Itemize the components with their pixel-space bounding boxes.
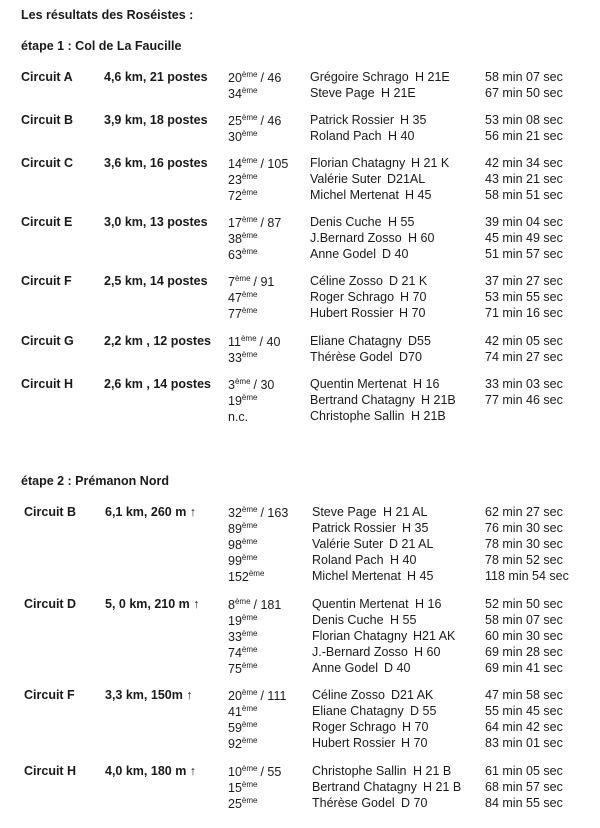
runner-category: H 16 bbox=[415, 597, 442, 611]
rank bbox=[228, 409, 251, 424]
runner-name: Michel Mertenat bbox=[312, 569, 401, 583]
rank bbox=[228, 553, 260, 568]
runner-category: H 16 bbox=[413, 377, 440, 391]
rank-suffix: ème bbox=[241, 306, 258, 315]
rank-suffix: ème bbox=[241, 553, 258, 562]
rank-total: / 181 bbox=[253, 598, 282, 612]
rank-suffix: ème bbox=[241, 736, 258, 745]
circuit-description: 5, 0 km, 210 m ↑ bbox=[105, 597, 200, 611]
runner-category: D 55 bbox=[410, 704, 437, 718]
runner-name: Denis Cuche bbox=[312, 613, 384, 627]
rank-suffix: ème bbox=[241, 688, 258, 697]
rank-number: 63 bbox=[228, 248, 242, 262]
runner-time: 58 min 07 sec bbox=[485, 70, 563, 84]
rank-number: 47 bbox=[228, 291, 242, 305]
stage-title: étape 2 : Prémanon Nord bbox=[21, 474, 169, 488]
runner-time: 42 min 34 sec bbox=[485, 156, 563, 170]
circuit-name: Circuit H bbox=[21, 377, 74, 391]
runner-name: J.Bernard Zosso bbox=[310, 231, 402, 245]
runner-name: Céline Zosso bbox=[312, 688, 385, 702]
runner-name: Christophe Sallin bbox=[312, 764, 407, 778]
result-row bbox=[0, 70, 600, 86]
rank bbox=[228, 113, 281, 128]
runner-name: Valérie Suter bbox=[310, 172, 382, 186]
runner-time: 56 min 21 sec bbox=[485, 129, 563, 143]
rank bbox=[228, 521, 260, 536]
rank-number: 34 bbox=[228, 87, 242, 101]
rank bbox=[228, 780, 260, 795]
runner-category: H 21B bbox=[421, 393, 456, 407]
rank bbox=[228, 505, 288, 520]
runner-name: Patrick Rossier bbox=[310, 113, 395, 127]
rank bbox=[228, 215, 281, 230]
rank-number: 19 bbox=[228, 614, 242, 628]
rank-number: 20 bbox=[228, 689, 242, 703]
runner-name: Bertrand Chatagny bbox=[310, 393, 415, 407]
runner-time: 83 min 01 sec bbox=[485, 736, 563, 750]
circuit-description: 3,3 km, 150m ↑ bbox=[105, 688, 193, 702]
rank-number: 77 bbox=[228, 307, 242, 321]
runner-category: H 70 bbox=[402, 720, 429, 734]
runner-name: Quentin Mertenat bbox=[312, 597, 409, 611]
result-row bbox=[0, 704, 600, 720]
result-row bbox=[0, 736, 600, 752]
runner-time: 55 min 45 sec bbox=[485, 704, 563, 718]
runner-category: H 21B bbox=[411, 409, 446, 423]
rank bbox=[228, 377, 274, 392]
rank-number: 20 bbox=[228, 71, 242, 85]
circuit-name: Circuit D bbox=[24, 597, 77, 611]
runner-name: Thérèse Godel bbox=[312, 796, 395, 810]
rank-number: 152 bbox=[228, 570, 249, 584]
runner-time: 78 min 52 sec bbox=[485, 553, 563, 567]
circuit-name: Circuit B bbox=[24, 505, 77, 519]
runner-name: Hubert Rossier bbox=[310, 306, 394, 320]
runner-category: H 45 bbox=[407, 569, 434, 583]
rank bbox=[228, 306, 260, 321]
runner-category: D55 bbox=[408, 334, 431, 348]
rank-number: 75 bbox=[228, 662, 242, 676]
runner-name: J.-Bernard Zosso bbox=[312, 645, 408, 659]
rank-suffix: ème bbox=[248, 569, 265, 578]
runner-time: 64 min 42 sec bbox=[485, 720, 563, 734]
circuit-name: Circuit A bbox=[21, 70, 73, 84]
runner-time: 71 min 16 sec bbox=[485, 306, 563, 320]
runner-name: Bertrand Chatagny bbox=[312, 780, 417, 794]
rank-total: / 30 bbox=[253, 378, 275, 392]
circuit-description: 4,0 km, 180 m ↑ bbox=[105, 764, 197, 778]
result-row bbox=[0, 188, 600, 204]
rank-total: / 46 bbox=[260, 71, 282, 85]
rank bbox=[228, 764, 281, 779]
result-row bbox=[0, 645, 600, 661]
rank bbox=[228, 704, 260, 719]
rank-suffix: ème bbox=[241, 70, 258, 79]
rank-suffix: ème bbox=[241, 290, 258, 299]
runner-category: H 60 bbox=[414, 645, 441, 659]
runner-time: 69 min 41 sec bbox=[485, 661, 563, 675]
runner-name: Roger Schrago bbox=[310, 290, 395, 304]
result-row bbox=[0, 597, 600, 613]
runner-name: Céline Zosso bbox=[310, 274, 383, 288]
result-row bbox=[0, 350, 600, 366]
runner-name: Anne Godel bbox=[310, 247, 377, 261]
rank-number: n.c. bbox=[228, 410, 249, 424]
result-row bbox=[0, 274, 600, 290]
rank bbox=[228, 70, 281, 85]
rank-suffix: ème bbox=[241, 188, 258, 197]
runner-category: H 35 bbox=[400, 113, 427, 127]
circuit-name: Circuit C bbox=[21, 156, 74, 170]
runner-time: 78 min 30 sec bbox=[485, 537, 563, 551]
runner-time: 51 min 57 sec bbox=[485, 247, 563, 261]
circuit-description: 2,6 km , 14 postes bbox=[104, 377, 212, 391]
runner-name: Anne Godel bbox=[312, 661, 379, 675]
runner-name: Thérèse Godel bbox=[310, 350, 393, 364]
rank-number: 10 bbox=[228, 765, 242, 779]
result-row bbox=[0, 156, 600, 172]
rank bbox=[228, 129, 260, 144]
rank-suffix: ème bbox=[241, 129, 258, 138]
rank bbox=[228, 736, 260, 751]
runner-name: Patrick Rossier bbox=[312, 521, 397, 535]
result-row bbox=[0, 306, 600, 322]
rank-total: / 163 bbox=[260, 506, 289, 520]
runner-name: Steve Page bbox=[310, 86, 375, 100]
result-row bbox=[0, 569, 600, 585]
result-row bbox=[0, 537, 600, 553]
runner-time: 68 min 57 sec bbox=[485, 780, 563, 794]
runner-time: 53 min 08 sec bbox=[485, 113, 563, 127]
result-row bbox=[0, 231, 600, 247]
rank-suffix: ème bbox=[234, 597, 251, 606]
runner-name: Quentin Mertenat bbox=[310, 377, 407, 391]
rank-number: 98 bbox=[228, 538, 242, 552]
rank-total: / 46 bbox=[260, 114, 282, 128]
rank-suffix: ème bbox=[241, 505, 258, 514]
rank-number: 92 bbox=[228, 737, 242, 751]
circuit-name: Circuit F bbox=[21, 274, 72, 288]
runner-name: Grégoire Schrago bbox=[310, 70, 409, 84]
runner-category: H 21E bbox=[381, 86, 416, 100]
rank-total: / 55 bbox=[260, 765, 282, 779]
runner-name: Roland Pach bbox=[310, 129, 382, 143]
runner-time: 76 min 30 sec bbox=[485, 521, 563, 535]
runner-time: 33 min 03 sec bbox=[485, 377, 563, 391]
result-row bbox=[0, 172, 600, 188]
rank-suffix: ème bbox=[241, 645, 258, 654]
rank-number: 11 bbox=[228, 335, 241, 349]
runner-category: H21 AK bbox=[413, 629, 456, 643]
rank bbox=[228, 720, 260, 735]
rank bbox=[228, 569, 267, 584]
runner-category: H 40 bbox=[388, 129, 415, 143]
rank-suffix: ème bbox=[241, 629, 258, 638]
result-row bbox=[0, 334, 600, 350]
rank-number: 14 bbox=[228, 157, 242, 171]
runner-category: D 40 bbox=[384, 661, 411, 675]
runner-time: 69 min 28 sec bbox=[485, 645, 563, 659]
stage-title: étape 1 : Col de La Faucille bbox=[21, 39, 182, 53]
result-row bbox=[0, 521, 600, 537]
rank-number: 72 bbox=[228, 189, 242, 203]
runner-category: H 70 bbox=[399, 306, 426, 320]
rank bbox=[228, 629, 260, 644]
result-row bbox=[0, 505, 600, 521]
rank bbox=[228, 86, 260, 101]
rank-total: / 40 bbox=[259, 335, 281, 349]
runner-category: D 21 AL bbox=[389, 537, 434, 551]
result-row bbox=[0, 247, 600, 263]
runner-time: 67 min 50 sec bbox=[485, 86, 563, 100]
runner-name: Florian Chatagny bbox=[310, 156, 406, 170]
runner-name: Roland Pach bbox=[312, 553, 384, 567]
rank-suffix: ème bbox=[241, 113, 258, 122]
runner-category: H 45 bbox=[405, 188, 432, 202]
rank-number: 33 bbox=[228, 351, 242, 365]
runner-time: 84 min 55 sec bbox=[485, 796, 563, 810]
rank bbox=[228, 537, 260, 552]
result-row bbox=[0, 393, 600, 409]
runner-name: Eliane Chatagny bbox=[312, 704, 404, 718]
rank-number: 25 bbox=[228, 114, 242, 128]
circuit-description: 2,5 km, 14 postes bbox=[104, 274, 208, 288]
rank bbox=[228, 334, 280, 349]
rank-suffix: ème bbox=[241, 521, 258, 530]
runner-time: 47 min 58 sec bbox=[485, 688, 563, 702]
runner-name: Hubert Rossier bbox=[312, 736, 396, 750]
result-row bbox=[0, 553, 600, 569]
circuit-description: 4,6 km, 21 postes bbox=[104, 70, 208, 84]
rank bbox=[228, 274, 274, 289]
rank-number: 23 bbox=[228, 173, 242, 187]
rank bbox=[228, 393, 260, 408]
rank bbox=[228, 661, 260, 676]
result-row bbox=[0, 377, 600, 393]
rank-suffix: ème bbox=[241, 720, 258, 729]
rank-number: 17 bbox=[228, 216, 242, 230]
rank-number: 59 bbox=[228, 721, 242, 735]
runner-name: Florian Chatagny bbox=[312, 629, 408, 643]
rank-number: 38 bbox=[228, 232, 242, 246]
rank-number: 8 bbox=[228, 598, 235, 612]
circuit-name: Circuit B bbox=[21, 113, 74, 127]
rank-suffix: ème bbox=[241, 796, 258, 805]
runner-time: 53 min 55 sec bbox=[485, 290, 563, 304]
runner-time: 42 min 05 sec bbox=[485, 334, 563, 348]
rank-suffix: ème bbox=[241, 86, 258, 95]
result-row bbox=[0, 215, 600, 231]
runner-time: 74 min 27 sec bbox=[485, 350, 563, 364]
runner-time: 61 min 05 sec bbox=[485, 764, 563, 778]
rank-suffix: ème bbox=[241, 231, 258, 240]
rank bbox=[228, 290, 260, 305]
runner-time: 52 min 50 sec bbox=[485, 597, 563, 611]
runner-name: Michel Mertenat bbox=[310, 188, 399, 202]
rank-suffix: ème bbox=[241, 613, 258, 622]
circuit-name: Circuit E bbox=[21, 215, 73, 229]
rank-total: / 87 bbox=[260, 216, 282, 230]
runner-category: H 21 B bbox=[413, 764, 452, 778]
rank bbox=[228, 796, 260, 811]
rank-total: / 111 bbox=[260, 689, 287, 703]
rank-number: 32 bbox=[228, 506, 242, 520]
rank bbox=[228, 188, 260, 203]
runner-time: 43 min 21 sec bbox=[485, 172, 563, 186]
result-row bbox=[0, 113, 600, 129]
rank-suffix: ème bbox=[241, 780, 258, 789]
runner-category: H 70 bbox=[400, 290, 427, 304]
rank-total: / 91 bbox=[253, 275, 275, 289]
rank-suffix: ème bbox=[241, 156, 258, 165]
circuit-description: 3,9 km, 18 postes bbox=[104, 113, 208, 127]
result-row bbox=[0, 688, 600, 704]
runner-category: H 55 bbox=[390, 613, 417, 627]
rank-suffix: ème bbox=[241, 537, 258, 546]
result-row bbox=[0, 86, 600, 102]
result-row bbox=[0, 613, 600, 629]
rank-number: 30 bbox=[228, 130, 242, 144]
runner-name: Eliane Chatagny bbox=[310, 334, 402, 348]
rank bbox=[228, 645, 260, 660]
circuit-description: 6,1 km, 260 m ↑ bbox=[105, 505, 197, 519]
rank bbox=[228, 156, 288, 171]
result-row bbox=[0, 661, 600, 677]
runner-name: Denis Cuche bbox=[310, 215, 382, 229]
rank-total: / 105 bbox=[260, 157, 289, 171]
rank bbox=[228, 231, 260, 246]
rank bbox=[228, 172, 260, 187]
circuit-description: 3,0 km, 13 postes bbox=[104, 215, 208, 229]
rank-number: 89 bbox=[228, 522, 242, 536]
rank-number: 25 bbox=[228, 797, 242, 811]
runner-category: H 21 AL bbox=[383, 505, 428, 519]
runner-category: D70 bbox=[399, 350, 422, 364]
runner-name: Steve Page bbox=[312, 505, 377, 519]
rank-suffix: ème bbox=[240, 334, 257, 343]
rank-suffix: ème bbox=[241, 247, 258, 256]
runner-name: Roger Schrago bbox=[312, 720, 397, 734]
rank bbox=[228, 350, 260, 365]
runner-time: 60 min 30 sec bbox=[485, 629, 563, 643]
circuit-name: Circuit H bbox=[24, 764, 77, 778]
runner-category: D21 AK bbox=[391, 688, 434, 702]
runner-category: H 21 B bbox=[423, 780, 462, 794]
runner-category: H 70 bbox=[401, 736, 428, 750]
circuit-description: 3,6 km, 16 postes bbox=[104, 156, 208, 170]
runner-category: D 70 bbox=[401, 796, 428, 810]
rank-number: 19 bbox=[228, 394, 242, 408]
rank bbox=[228, 688, 286, 703]
result-row bbox=[0, 290, 600, 306]
runner-time: 62 min 27 sec bbox=[485, 505, 563, 519]
rank-suffix: ème bbox=[241, 704, 258, 713]
rank-suffix: ème bbox=[241, 764, 258, 773]
runner-time: 39 min 04 sec bbox=[485, 215, 563, 229]
runner-name: Valérie Suter bbox=[312, 537, 384, 551]
rank-number: 41 bbox=[228, 705, 242, 719]
result-row bbox=[0, 764, 600, 780]
rank bbox=[228, 247, 260, 262]
circuit-name: Circuit F bbox=[24, 688, 75, 702]
runner-name: Christophe Sallin bbox=[310, 409, 405, 423]
runner-category: D 21 K bbox=[389, 274, 428, 288]
rank-number: 3 bbox=[228, 378, 235, 392]
runner-time: 58 min 07 sec bbox=[485, 613, 563, 627]
runner-category: D 40 bbox=[382, 247, 409, 261]
runner-time: 37 min 27 sec bbox=[485, 274, 563, 288]
runner-category: H 40 bbox=[390, 553, 417, 567]
rank-suffix: ème bbox=[241, 393, 258, 402]
rank bbox=[228, 613, 260, 628]
rank-suffix: ème bbox=[241, 172, 258, 181]
circuit-name: Circuit G bbox=[21, 334, 74, 348]
result-row bbox=[0, 629, 600, 645]
rank-suffix: ème bbox=[241, 215, 258, 224]
circuit-description: 2,2 km , 12 postes bbox=[104, 334, 212, 348]
runner-category: H 55 bbox=[388, 215, 415, 229]
result-row bbox=[0, 409, 600, 425]
rank-number: 15 bbox=[228, 781, 242, 795]
rank-number: 99 bbox=[228, 554, 242, 568]
rank bbox=[228, 597, 281, 612]
runner-time: 58 min 51 sec bbox=[485, 188, 563, 202]
runner-category: H 60 bbox=[408, 231, 435, 245]
rank-number: 74 bbox=[228, 646, 242, 660]
rank-number: 7 bbox=[228, 275, 235, 289]
runner-category: H 21 K bbox=[411, 156, 450, 170]
runner-category: H 21E bbox=[415, 70, 450, 84]
result-row bbox=[0, 720, 600, 736]
result-row bbox=[0, 129, 600, 145]
runner-category: H 35 bbox=[402, 521, 429, 535]
runner-time: 118 min 54 sec bbox=[485, 569, 569, 583]
result-row bbox=[0, 796, 600, 812]
rank-suffix: ème bbox=[241, 661, 258, 670]
rank-suffix: ème bbox=[241, 350, 258, 359]
runner-category: D21AL bbox=[387, 172, 426, 186]
rank-number: 33 bbox=[228, 630, 242, 644]
runner-time: 45 min 49 sec bbox=[485, 231, 563, 245]
runner-time: 77 min 46 sec bbox=[485, 393, 563, 407]
rank-suffix: ème bbox=[234, 377, 251, 386]
rank-suffix: ème bbox=[234, 274, 251, 283]
page-title: Les résultats des Roséistes : bbox=[21, 8, 194, 22]
result-row bbox=[0, 780, 600, 796]
